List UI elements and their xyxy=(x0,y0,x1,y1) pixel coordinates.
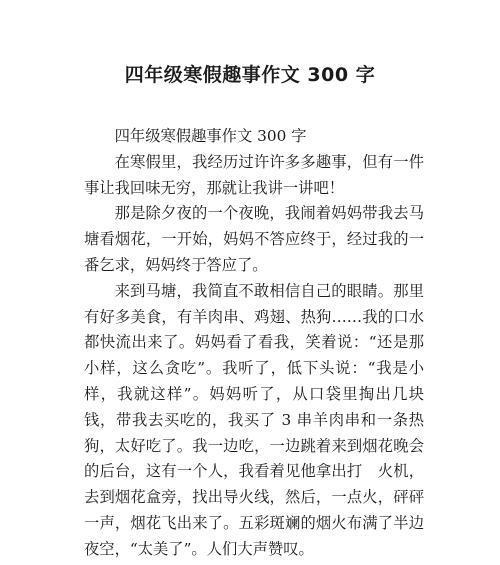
paragraph-subtitle: 四年级寒假趣事作文 300 字 xyxy=(114,127,307,145)
paragraph: 那是除夕夜的一个夜晚，我闹着妈妈带我去马塘看烟花，一开始，妈妈不答应终于，经过我的一番乞求，妈妈终于答应了。 xyxy=(84,204,424,274)
document-title: 四年级寒假趣事作文 300 字 xyxy=(124,64,376,86)
paragraph: 在寒假里，我经历过许许多多趣事，但有一件事让我回味无穷，那就让我讲一讲吧！ xyxy=(84,152,424,197)
document-body xyxy=(84,124,424,563)
paragraph: 来到马塘，我简直不敢相信自己的眼睛。那里有好多美食，有羊肉串、鸡翅、热狗……我的口水都快流出来了。妈妈看了看我，笑着说：“还是那小样，这么贪吃”。我听了，低下头说：“我是小样，我就这样”。妈妈听了，从口袋里掏出几块钱，带我去买吃的，我买了 3 串羊肉串和一条热狗，太好吃了。我一边吃，一边跳着来到烟花晚会的后台，这有一个人，我看着见他拿出打 火机，去到烟花盒旁，找出导火线，然后，一点火，砰砰一声，烟花飞出来了。五彩斑斓的烟火布满了半边夜空，“太美了”。人们大声赞叹。 xyxy=(84,281,424,558)
